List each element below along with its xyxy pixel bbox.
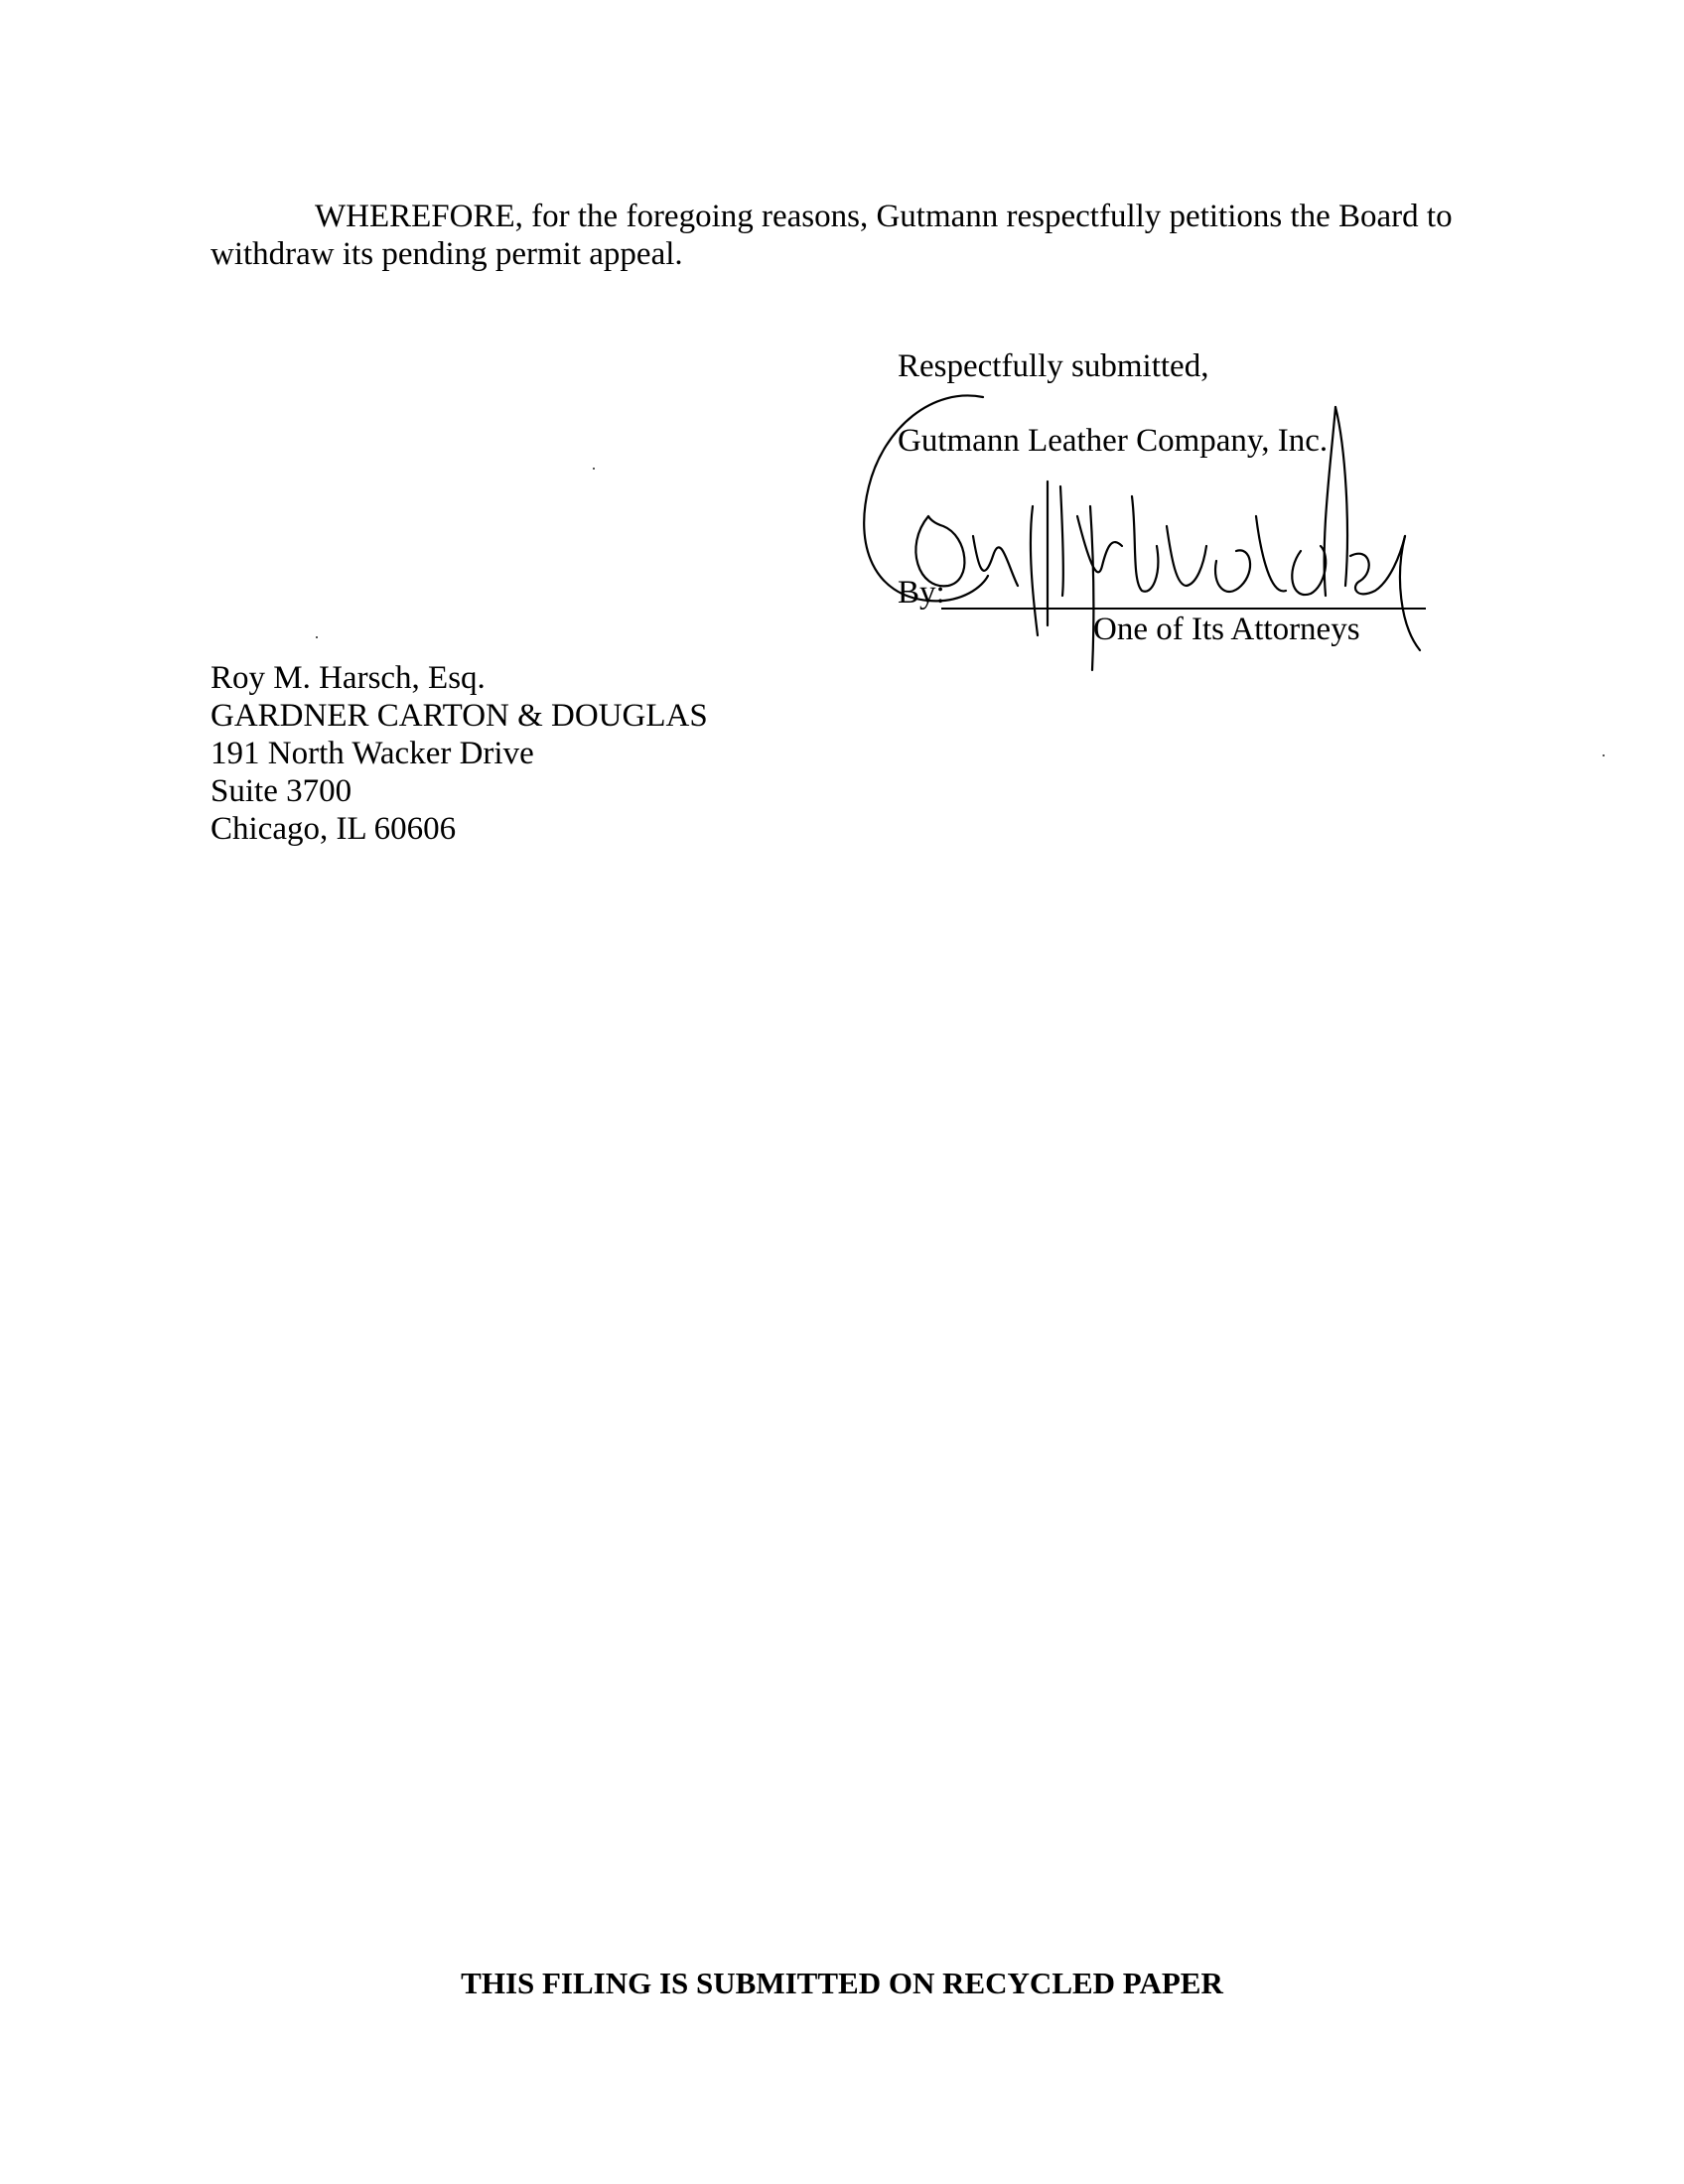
- law-firm-name: GARDNER CARTON & DOUGLAS: [210, 698, 708, 734]
- signer-role: One of Its Attorneys: [1093, 612, 1360, 647]
- street-address: 191 North Wacker Drive: [210, 736, 534, 771]
- recycled-paper-notice: THIS FILING IS SUBMITTED ON RECYCLED PAPER: [461, 1966, 1223, 2000]
- attorney-name: Roy M. Harsch, Esq.: [210, 660, 486, 696]
- handwritten-signature: [834, 387, 1430, 675]
- scan-speck: [1603, 754, 1605, 756]
- company-name: Gutmann Leather Company, Inc.: [898, 423, 1329, 459]
- by-label: By:: [898, 575, 945, 611]
- wherefore-paragraph-line-1: WHEREFORE, for the foregoing reasons, Gutmann respectfully petitions the Board to: [315, 199, 1453, 234]
- suite-number: Suite 3700: [210, 773, 352, 809]
- scan-speck: [316, 636, 318, 638]
- city-state-zip: Chicago, IL 60606: [210, 811, 457, 847]
- wherefore-paragraph-line-2: withdraw its pending permit appeal.: [210, 236, 683, 272]
- scan-speck: [593, 468, 595, 470]
- closing-text: Respectfully submitted,: [898, 348, 1209, 384]
